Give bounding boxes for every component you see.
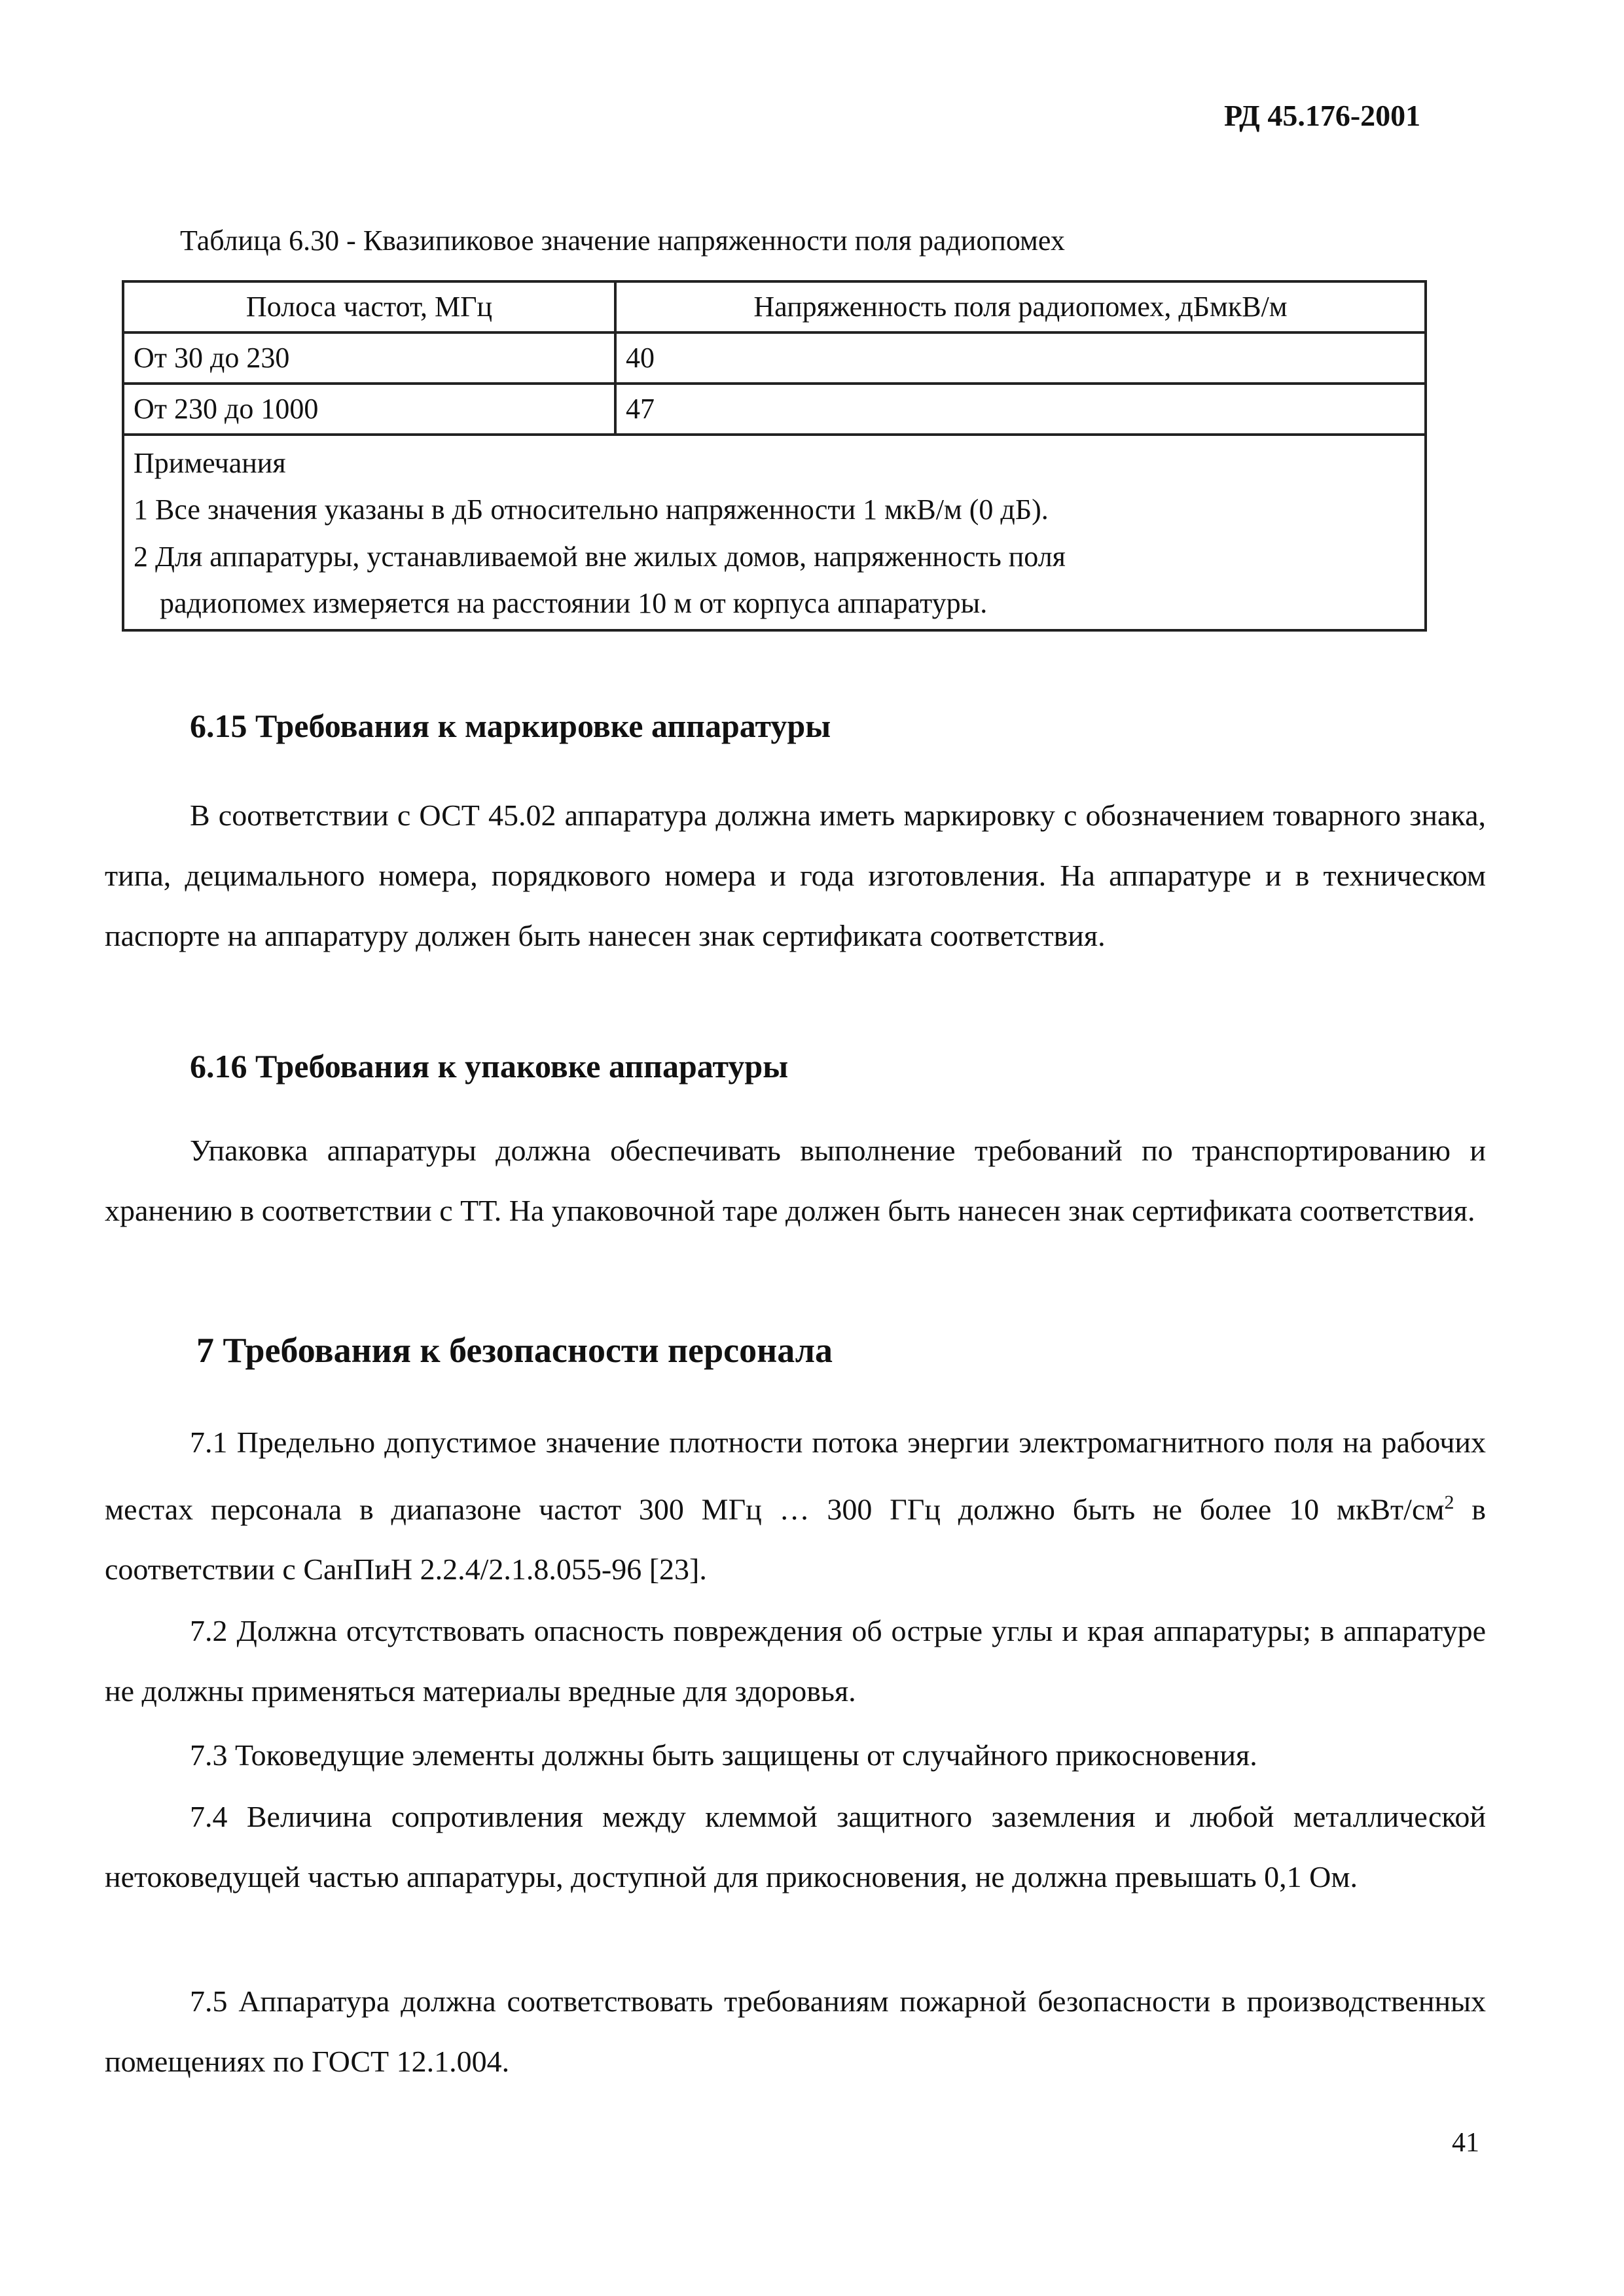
table-cell: 40 xyxy=(615,332,1426,384)
paragraph-7-5: 7.5 Аппаратура должна соответствовать требованиям пожарной безопасности в производственных помещениях по ГОСТ 12.1.004. xyxy=(105,1984,1486,2078)
table-caption: Таблица 6.30 - Квазипиковое значение напряженности поля радиопомех xyxy=(180,224,1065,257)
note-2: 2 Для аппаратуры, устанавливаемой вне жилых домов, напряженность поля xyxy=(134,540,1066,573)
paragraph-7-2: 7.2 Должна отсутствовать опасность повреждения об острые углы и края аппаратуры; в аппаратуре не должны применяться материалы вредные для здоровья. xyxy=(105,1614,1486,1708)
table-row xyxy=(123,332,1426,384)
column-header-field-strength: Напряженность поля радиопомех, дБмкВ/м xyxy=(615,281,1426,332)
table-row xyxy=(123,384,1426,435)
paragraph-7-4: 7.4 Величина сопротивления между клеммой защитного заземления и любой металлической нетоковедущей частью аппаратуры, доступной для прикосновения, не должна превышать 0,1 Ом. xyxy=(105,1800,1486,1893)
paragraph-7-3: 7.3 Токоведущие элементы должны быть защищены от случайного прикосновения. xyxy=(190,1738,1257,1772)
paragraph-7-1-text-end: в соответствии с СанПиН 2.2.4/2.1.8.055-96 [23]. xyxy=(105,1492,1486,1587)
section-6-16-text: Упаковка аппаратуры должна обеспечивать выполнение требований по транспортированию и хранению в соответствии с ТТ. На упаковочной таре должен быть нанесен знак сертификата соответствия. xyxy=(105,1134,1486,1227)
column-header-frequency: Полоса частот, МГц xyxy=(123,281,615,332)
table-header-row xyxy=(123,281,1426,332)
section-6-15-text: В соответствии с ОСТ 45.02 аппаратура должна иметь маркировку с обозначением товарного знака, типа, децимального номера, порядкового номера и года изготовления. На аппаратуре и в техническом паспорте на аппаратуру должен быть нанесен знак сертификата соответствия. xyxy=(105,798,1486,952)
table-cell: От 230 до 1000 xyxy=(123,384,615,435)
table-cell: От 30 до 230 xyxy=(123,332,615,384)
notes-title: Примечания xyxy=(134,447,286,479)
paragraph-7-1-text: 7.1 Предельно допустимое значение плотности потока энергии электромагнитного поля на рабочих местах персонала в диапазоне частот 300 МГц … 300 ГГц должно быть не более 10 мкВт/см xyxy=(105,1426,1486,1526)
document-id: РД 45.176-2001 xyxy=(1224,99,1421,132)
note-1: 1 Все значения указаны в дБ относительно напряженности 1 мкВ/м (0 дБ). xyxy=(134,493,1049,526)
superscript-2: 2 xyxy=(1444,1492,1454,1513)
table-notes-row xyxy=(123,435,1426,630)
section-7-heading: 7 Требования к безопасности персонала xyxy=(196,1331,833,1370)
section-6-15-heading: 6.15 Требования к маркировке аппаратуры xyxy=(190,708,831,744)
table-cell: 47 xyxy=(615,384,1426,435)
page-number: 41 xyxy=(1452,2128,1479,2158)
paragraph-7-1 xyxy=(105,1412,1486,1600)
emission-limits-table xyxy=(122,280,1427,632)
table-notes xyxy=(123,435,1426,630)
note-2-continuation: радиопомех измеряется на расстоянии 10 м от корпуса аппаратуры. xyxy=(160,586,988,619)
section-6-16-heading: 6.16 Требования к упаковке аппаратуры xyxy=(190,1048,789,1085)
